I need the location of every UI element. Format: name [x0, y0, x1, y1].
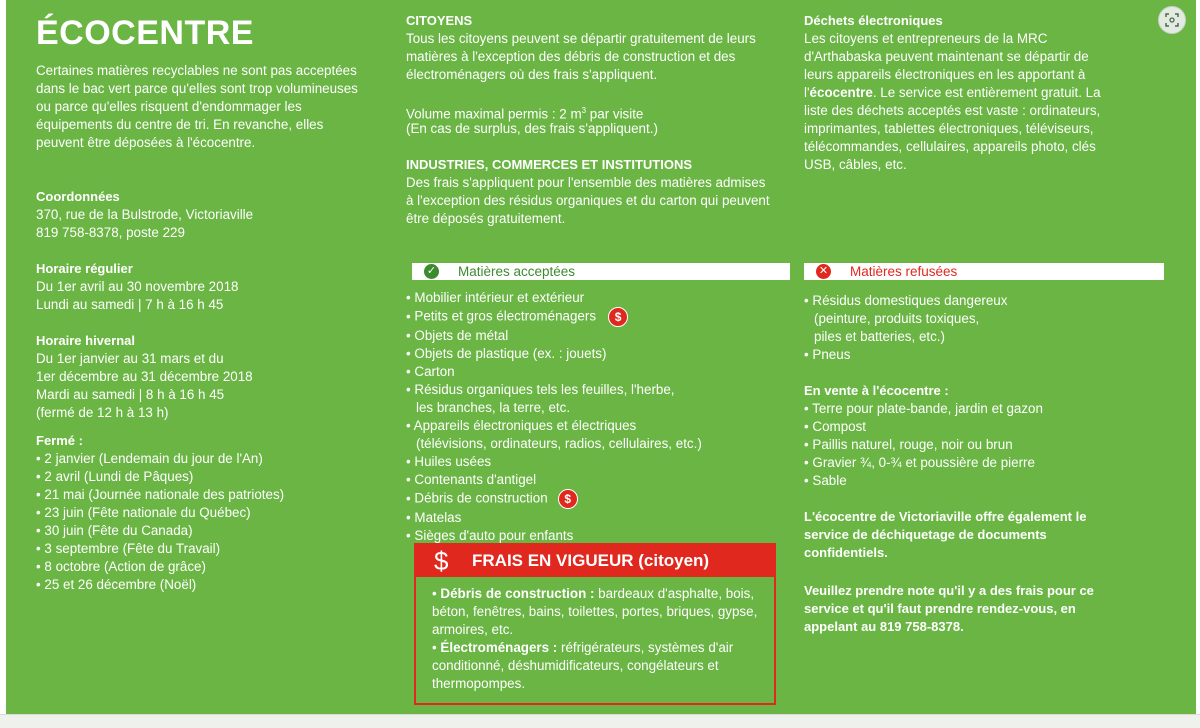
list-item: (télévisions, ordinateurs, radios, cellulaires, etc.): [416, 436, 702, 451]
ici-heading: INDUSTRIES, COMMERCES ET INSTITUTIONS: [406, 157, 693, 172]
fees-appliances: • Électroménagers : réfrigérateurs, systèmes d'air conditionné, déshumidificateurs, congélateurs et thermopompes.: [432, 640, 734, 691]
bottom-strip: [0, 714, 1200, 728]
list-item: • 25 et 26 décembre (Noël): [36, 576, 284, 594]
regular-hours-line: Lundi au samedi | 7 h à 16 h 45: [36, 297, 224, 312]
check-circle-icon: ✓: [424, 264, 439, 279]
intro-text: Certaines matières recyclables ne sont pas acceptées dans le bac vert parce qu'elles sont trop volumineuses ou parce qu'elles risquent d'endommager les équipements du centre de tri. En revanche, elles peuvent être déposées à l'écocentre.: [36, 63, 358, 150]
address-line: 370, rue de la Bulstrode, Victoriaville: [36, 207, 254, 222]
list-item: • Gravier ¾, 0-¾ et poussière de pierre: [804, 454, 1043, 472]
closed-heading: Fermé :: [36, 433, 83, 448]
fees-header: [416, 545, 774, 577]
dollar-icon: $: [434, 546, 449, 576]
citizens-text: Tous les citoyens peuvent se départir gratuitement de leurs matières à l'exception des débris de construction et des électroménagers où des frais s'appliquent.: [406, 31, 756, 82]
list-item: • Huiles usées: [406, 453, 786, 471]
list-item: • Paillis naturel, rouge, noir ou brun: [804, 436, 1043, 454]
list-item: • 2 janvier (Lendemain du jour de l'An): [36, 450, 284, 468]
list-item: • Résidus domestiques dangereux: [804, 292, 1007, 310]
list-item: (peinture, produits toxiques,: [814, 311, 980, 326]
fees-construction: • Débris de construction : bardeaux d'asphalte, bois, béton, fenêtres, bains, toilettes, portes, briques, gypse, armoires, etc.: [432, 586, 758, 637]
list-item: • Carton: [406, 363, 786, 381]
regular-hours-line: Du 1er avril au 30 novembre 2018: [36, 279, 239, 294]
fees-title: FRAIS EN VIGUEUR (citoyen): [472, 551, 710, 570]
list-item: • Pneus: [804, 346, 1007, 364]
appointment-text: Veuillez prendre note qu'il y a des frais pour ce service et qu'il faut prendre rendez-vous, en appelant au 819 758-8378.: [804, 583, 1094, 634]
list-item: • Objets de métal: [406, 327, 786, 345]
sale-heading: En vente à l'écocentre :: [804, 383, 949, 398]
regular-hours-heading: Horaire régulier: [36, 261, 133, 276]
accepted-list: [406, 289, 786, 545]
list-item: • Objets de plastique (ex. : jouets): [406, 345, 786, 363]
ici-text: Des frais s'appliquent pour l'ensemble des matières admises à l'exception des résidus organiques et du carton qui peuvent être déposés gratuitement.: [406, 175, 770, 226]
shredding-text: L'écocentre de Victoriaville offre également le service de déchiquetage de documents confidentiels.: [804, 509, 1087, 560]
list-item: • 3 septembre (Fête du Travail): [36, 540, 284, 558]
ecocentre-poster: [6, 0, 1196, 714]
list-item: les branches, la terre, etc.: [416, 400, 571, 415]
winter-hours-line: Du 1er janvier au 31 mars et du: [36, 351, 224, 366]
electronics-text: Les citoyens et entrepreneurs de la MRC d'Arthabaska peuvent maintenant se départir de leurs appareils électroniques en les apportant à l'écocentre. Le service est entièrement gratuit. La liste des déchets acceptés est vaste : ordinateurs, imprimantes, tablettes électroniques, téléviseurs, télécommandes, cellulaires, appareils photo, clés USB, câbles, etc.: [804, 31, 1101, 172]
electronics-heading: Déchets électroniques: [804, 13, 943, 28]
dollar-icon: $: [558, 489, 578, 509]
list-item: • 21 mai (Journée nationale des patriotes): [36, 486, 284, 504]
list-item: • Compost: [804, 418, 1043, 436]
x-circle-icon: ✕: [816, 264, 831, 279]
list-item: • 23 juin (Fête nationale du Québec): [36, 504, 284, 522]
screen-capture-icon[interactable]: [1158, 6, 1186, 34]
phone-line: 819 758-8378, poste 229: [36, 225, 185, 240]
list-item: • 2 avril (Lundi de Pâques): [36, 468, 284, 486]
page-title: ÉCOCENTRE: [36, 14, 254, 52]
list-item: • Sable: [804, 472, 1043, 490]
screen-capture-glyph: [1165, 13, 1179, 27]
list-item: • Débris de construction $: [406, 489, 786, 509]
list-item: • Matelas: [406, 509, 786, 527]
winter-hours-line: Mardi au samedi | 8 h à 16 h 45: [36, 387, 225, 402]
refused-bar: ✕ Matières refusées: [804, 263, 1164, 280]
list-item: • Terre pour plate-bande, jardin et gazon: [804, 400, 1043, 418]
coordinates-heading: Coordonnées: [36, 189, 120, 204]
list-item: piles et batteries, etc.): [814, 329, 945, 344]
refused-list: [804, 292, 1007, 364]
sale-list: [804, 400, 1043, 490]
fees-body: [432, 585, 766, 693]
accepted-bar: ✓ Matières acceptées: [412, 263, 790, 280]
list-item: • Résidus organiques tels les feuilles, l'herbe,: [406, 381, 786, 399]
list-item: • 8 octobre (Action de grâce): [36, 558, 284, 576]
list-item: • Appareils électroniques et électriques: [406, 417, 786, 435]
dollar-icon: $: [608, 307, 628, 327]
list-item: • Mobilier intérieur et extérieur: [406, 289, 786, 307]
winter-hours-heading: Horaire hivernal: [36, 333, 135, 348]
list-item: • Petits et gros électroménagers $: [406, 307, 786, 327]
surplus-line: (En cas de surplus, des frais s'appliquent.): [406, 121, 658, 136]
citizens-heading: CITOYENS: [406, 13, 473, 28]
winter-hours-line: (fermé de 12 h à 13 h): [36, 405, 169, 420]
closed-list: [36, 450, 284, 594]
list-item: • 30 juin (Fête du Canada): [36, 522, 284, 540]
fees-box: [414, 543, 776, 705]
volume-line: Volume maximal permis : 2 $m^3$ par visite: [406, 106, 644, 122]
winter-hours-line: 1er décembre au 31 décembre 2018: [36, 369, 253, 384]
list-item: • Contenants d'antigel: [406, 471, 786, 489]
list-item: • Sièges d'auto pour enfants: [406, 527, 786, 545]
